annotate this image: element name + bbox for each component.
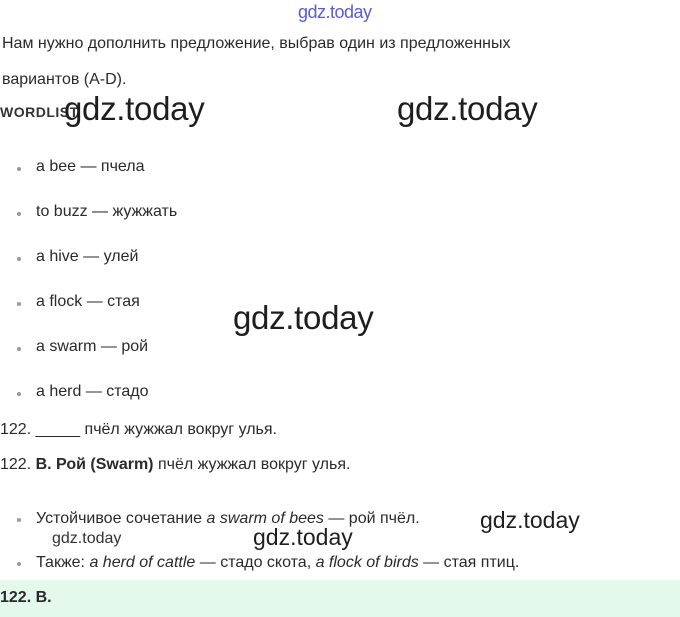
final-answer-box: [0, 580, 680, 617]
answer-explanation: [0, 456, 350, 474]
final-answer: 122. B.: [0, 589, 52, 606]
watermark-note-right: gdz.today: [480, 507, 580, 533]
note-text: — рой пчёл.: [323, 510, 420, 527]
word-entry: a flock — стая: [36, 293, 140, 310]
question-text: 122. _____ пчёл жужжал вокруг улья.: [0, 421, 277, 438]
bullet-icon: [17, 212, 21, 216]
answer-prefix: 122.: [0, 456, 36, 473]
word-entry: a herd — стадо: [36, 383, 149, 400]
bullet-icon: [17, 302, 21, 306]
word-entry: a hive — улей: [36, 248, 139, 265]
watermark-note-mid: gdz.today: [253, 524, 353, 550]
watermark-note-small: gdz.today: [52, 530, 122, 547]
bullet-icon: [17, 518, 21, 522]
note-text: — стадо скота,: [195, 554, 316, 571]
note-text: — стая птиц.: [418, 554, 520, 571]
answer-bold: B. Рой (Swarm): [35, 456, 154, 473]
note-italic: a flock of birds: [315, 554, 419, 571]
word-entry: to buzz — жужжать: [36, 203, 178, 220]
bullet-icon: [17, 257, 21, 261]
bullet-icon: [17, 562, 21, 566]
intro-line-1: Нам нужно дополнить предложение, выбрав один из предложенных: [2, 35, 511, 52]
word-entry: a swarm — рой: [36, 338, 149, 355]
note-text: Также:: [36, 554, 90, 571]
watermark-wordlist: gdz.today: [64, 90, 205, 127]
bullet-icon: [17, 167, 21, 171]
note-line-2: [36, 554, 519, 572]
watermark-top: gdz.today: [298, 2, 372, 22]
bullet-icon: [17, 347, 21, 351]
word-entry: a bee — пчела: [36, 158, 145, 175]
watermark-wordlist-far: gdz.today: [397, 90, 538, 127]
note-line-1: [36, 510, 420, 528]
bullet-icon: [17, 392, 21, 396]
note-text: Устойчивое сочетание: [36, 510, 207, 527]
answer-rest: пчёл жужжал вокруг улья.: [153, 456, 351, 473]
note-italic: a swarm of bees: [206, 510, 324, 527]
intro-line-2: вариантов (A-D).: [2, 71, 127, 88]
note-italic: a herd of cattle: [89, 554, 196, 571]
wordlist-heading: WORDLIST: [0, 104, 79, 120]
watermark-center: gdz.today: [233, 299, 374, 336]
